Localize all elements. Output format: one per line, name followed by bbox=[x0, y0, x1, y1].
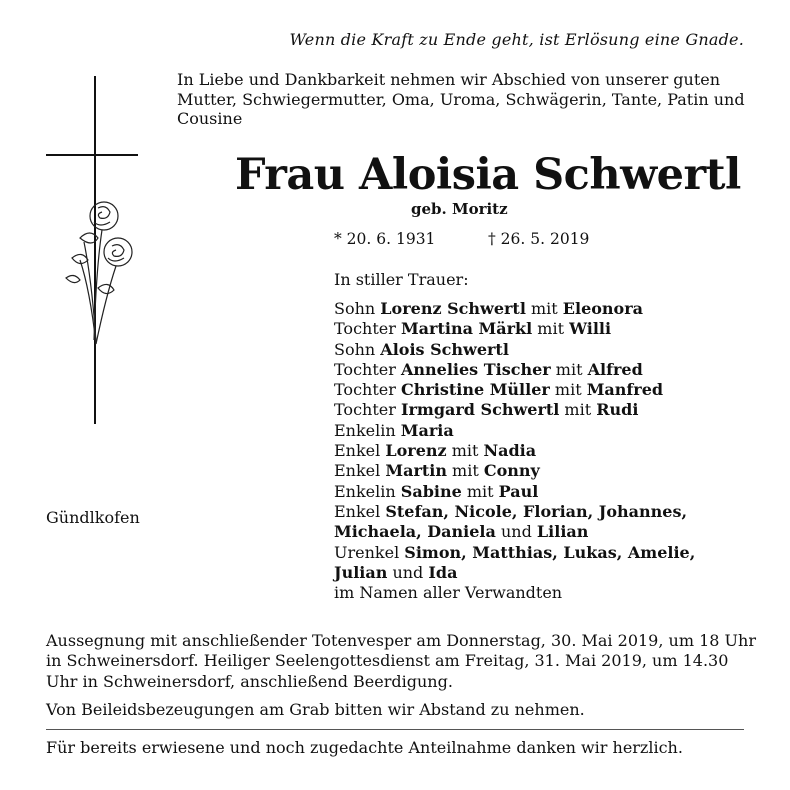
family-member-name: Manfred bbox=[586, 380, 664, 400]
family-relation: Enkelin bbox=[334, 420, 401, 440]
family-member-name: Irmgard Schwertl bbox=[400, 400, 560, 420]
family-member-name: Martin bbox=[385, 461, 447, 481]
family-relation: mit bbox=[559, 400, 597, 420]
family-member-name: Paul bbox=[498, 481, 539, 501]
family-member-name: Alois Schwertl bbox=[380, 339, 509, 359]
birth-date: * 20. 6. 1931 bbox=[334, 230, 436, 248]
family-relation: mit bbox=[532, 319, 570, 339]
family-member-name: Sabine bbox=[400, 481, 462, 501]
family-list bbox=[334, 299, 754, 603]
family-member-name: Eleonora bbox=[562, 299, 644, 318]
family-line bbox=[334, 441, 754, 461]
roses-icon bbox=[58, 198, 138, 348]
family-line bbox=[334, 522, 754, 542]
family-relation: mit bbox=[461, 481, 499, 501]
thanks-text: Für bereits erwiesene und noch zugedachte Anteilnahme danken wir herzlich. bbox=[46, 738, 683, 757]
family-member-name: Lorenz Schwertl bbox=[380, 299, 526, 318]
family-line bbox=[334, 502, 754, 522]
death-date: † 26. 5. 2019 bbox=[488, 230, 590, 248]
family-line bbox=[334, 583, 754, 603]
family-line bbox=[334, 299, 754, 319]
family-member-name: Conny bbox=[483, 461, 540, 481]
family-member-name: Nadia bbox=[483, 441, 537, 461]
divider bbox=[46, 729, 744, 730]
family-line bbox=[334, 461, 754, 481]
family-relation: Urenkel bbox=[334, 542, 405, 562]
place-name: Gündlkofen bbox=[46, 508, 140, 527]
family-relation: Enkelin bbox=[334, 481, 401, 501]
deceased-name: Frau Aloisia Schwertl bbox=[235, 150, 741, 200]
family-relation: Enkel bbox=[334, 441, 386, 461]
family-member-name: Christine Müller bbox=[400, 380, 550, 400]
family-relation: Tochter bbox=[334, 359, 401, 379]
family-member-name: Lilian bbox=[536, 522, 589, 542]
family-relation: mit bbox=[550, 359, 588, 379]
family-relation: Enkel bbox=[334, 461, 386, 481]
family-line bbox=[334, 421, 754, 441]
family-member-name: Annelies Tischer bbox=[400, 359, 551, 379]
family-relation: mit bbox=[525, 299, 563, 318]
family-relation: im Namen aller Verwandten bbox=[334, 583, 563, 603]
family-line bbox=[334, 543, 754, 563]
family-member-name: Rudi bbox=[596, 400, 639, 420]
family-member-name: Lorenz bbox=[385, 441, 447, 461]
service-info: Aussegnung mit anschließender Totenvesper am Donnerstag, 30. Mai 2019, um 18 Uhr in Schweinersdorf. Heiliger Seelengottesdienst am Freitag, 31. Mai 2019, um 14.30 Uhr in Schweinersdorf, anschließend Beerdigung. bbox=[46, 631, 756, 691]
family-relation: und bbox=[495, 522, 537, 542]
family-relation: und bbox=[387, 562, 429, 582]
family-member-name: Martina Märkl bbox=[400, 319, 533, 339]
family-line bbox=[334, 360, 754, 380]
family-line bbox=[334, 340, 754, 360]
family-relation: Sohn bbox=[334, 339, 381, 359]
family-relation: Tochter bbox=[334, 319, 401, 339]
family-member-name: Alfred bbox=[587, 359, 643, 379]
family-line bbox=[334, 319, 754, 339]
family-line bbox=[334, 400, 754, 420]
condolence-note: Von Beileidsbezeugungen am Grab bitten wir Abstand zu nehmen. bbox=[46, 700, 585, 719]
born-name: geb. Moritz bbox=[411, 200, 508, 218]
family-member-name: Willi bbox=[569, 319, 612, 339]
family-line bbox=[334, 482, 754, 502]
family-member-name: Maria bbox=[400, 420, 454, 440]
family-relation: mit bbox=[446, 461, 484, 481]
family-member-name: Julian bbox=[334, 562, 388, 582]
family-relation: mit bbox=[549, 380, 587, 400]
family-member-name: Ida bbox=[428, 562, 458, 582]
family-relation: mit bbox=[446, 441, 484, 461]
family-line bbox=[334, 563, 754, 583]
family-member-name: Simon, Matthias, Lukas, Amelie, bbox=[404, 542, 696, 562]
family-relation: Tochter bbox=[334, 400, 401, 420]
family-member-name: Stefan, Nicole, Florian, Johannes, bbox=[385, 501, 688, 521]
intro-text: In Liebe und Dankbarkeit nehmen wir Abschied von unserer guten Mutter, Schwiegermutter, Oma, Uroma, Schwägerin, Tante, Patin und Cousine bbox=[177, 70, 745, 128]
family-relation: Tochter bbox=[334, 380, 401, 400]
mourning-label: In stiller Trauer: bbox=[334, 270, 469, 289]
family-member-name: Michaela, Daniela bbox=[334, 522, 496, 542]
family-line bbox=[334, 380, 754, 400]
cross-icon-crossbar bbox=[46, 154, 138, 156]
family-relation: Sohn bbox=[334, 299, 381, 318]
family-relation: Enkel bbox=[334, 501, 386, 521]
motto-quote: Wenn die Kraft zu Ende geht, ist Erlösung eine Gnade. bbox=[289, 30, 744, 49]
